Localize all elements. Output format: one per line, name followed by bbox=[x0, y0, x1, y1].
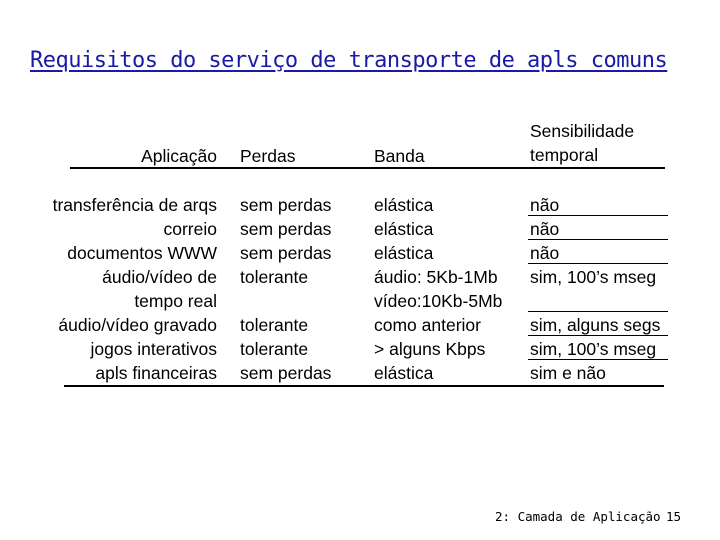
footer-page-number: 15 bbox=[666, 509, 682, 524]
table-cell-losses: tolerante bbox=[240, 339, 309, 359]
table-cell-bandwidth: como anterior bbox=[374, 315, 481, 335]
table-cell-application: áudio/vídeo de bbox=[102, 267, 217, 287]
table-cell-timing: sim, 100’s mseg bbox=[530, 267, 657, 287]
table-cell-application: correio bbox=[163, 219, 217, 239]
table-cell-application: tempo real bbox=[134, 291, 217, 311]
table-bottom-rule bbox=[64, 385, 664, 387]
table-cell-losses: sem perdas bbox=[240, 219, 332, 239]
table-cell-timing: sim, alguns segs bbox=[530, 315, 661, 335]
header-rule bbox=[70, 167, 665, 169]
table-cell-losses: tolerante bbox=[240, 267, 309, 287]
row-rule bbox=[528, 359, 668, 360]
table-cell-timing: sim, 100’s mseg bbox=[530, 339, 657, 359]
header-timing-line1: Sensibilidade bbox=[530, 121, 635, 141]
table-cell-application: documentos WWW bbox=[67, 243, 217, 263]
header-timing-line2: temporal bbox=[530, 145, 599, 165]
row-rule bbox=[528, 239, 668, 240]
table-cell-losses: sem perdas bbox=[240, 195, 332, 215]
table-cell-application: transferência de arqs bbox=[52, 195, 217, 215]
table-cell-timing: não bbox=[530, 243, 560, 263]
row-rule bbox=[528, 335, 668, 336]
table-cell-bandwidth: elástica bbox=[374, 219, 434, 239]
table-cell-losses: sem perdas bbox=[240, 243, 332, 263]
table-cell-bandwidth: elástica bbox=[374, 363, 434, 383]
table-cell-timing: não bbox=[530, 219, 560, 239]
table-cell-bandwidth: elástica bbox=[374, 195, 434, 215]
table-cell-timing: não bbox=[530, 195, 560, 215]
table-cell-bandwidth: vídeo:10Kb-5Mb bbox=[374, 291, 503, 311]
table-cell-application: apls financeiras bbox=[95, 363, 217, 383]
header-bandwidth: Banda bbox=[374, 146, 425, 166]
table-cell-application: jogos interativos bbox=[90, 339, 217, 359]
header-application: Aplicação bbox=[141, 146, 217, 166]
table-cell-bandwidth: áudio: 5Kb-1Mb bbox=[374, 267, 498, 287]
row-rule bbox=[528, 311, 668, 312]
table-cell-bandwidth: > alguns Kbps bbox=[374, 339, 486, 359]
table-cell-losses: tolerante bbox=[240, 315, 309, 335]
header-losses: Perdas bbox=[240, 146, 296, 166]
slide-title: Requisitos do serviço de transporte de apls comuns bbox=[30, 48, 668, 73]
footer-chapter: 2: Camada de Aplicação bbox=[495, 509, 661, 524]
row-rule bbox=[528, 215, 668, 216]
table-cell-losses: sem perdas bbox=[240, 363, 332, 383]
table-cell-bandwidth: elástica bbox=[374, 243, 434, 263]
table-cell-timing: sim e não bbox=[530, 363, 606, 383]
row-rule bbox=[528, 263, 668, 264]
table-cell-application: áudio/vídeo gravado bbox=[58, 315, 217, 335]
